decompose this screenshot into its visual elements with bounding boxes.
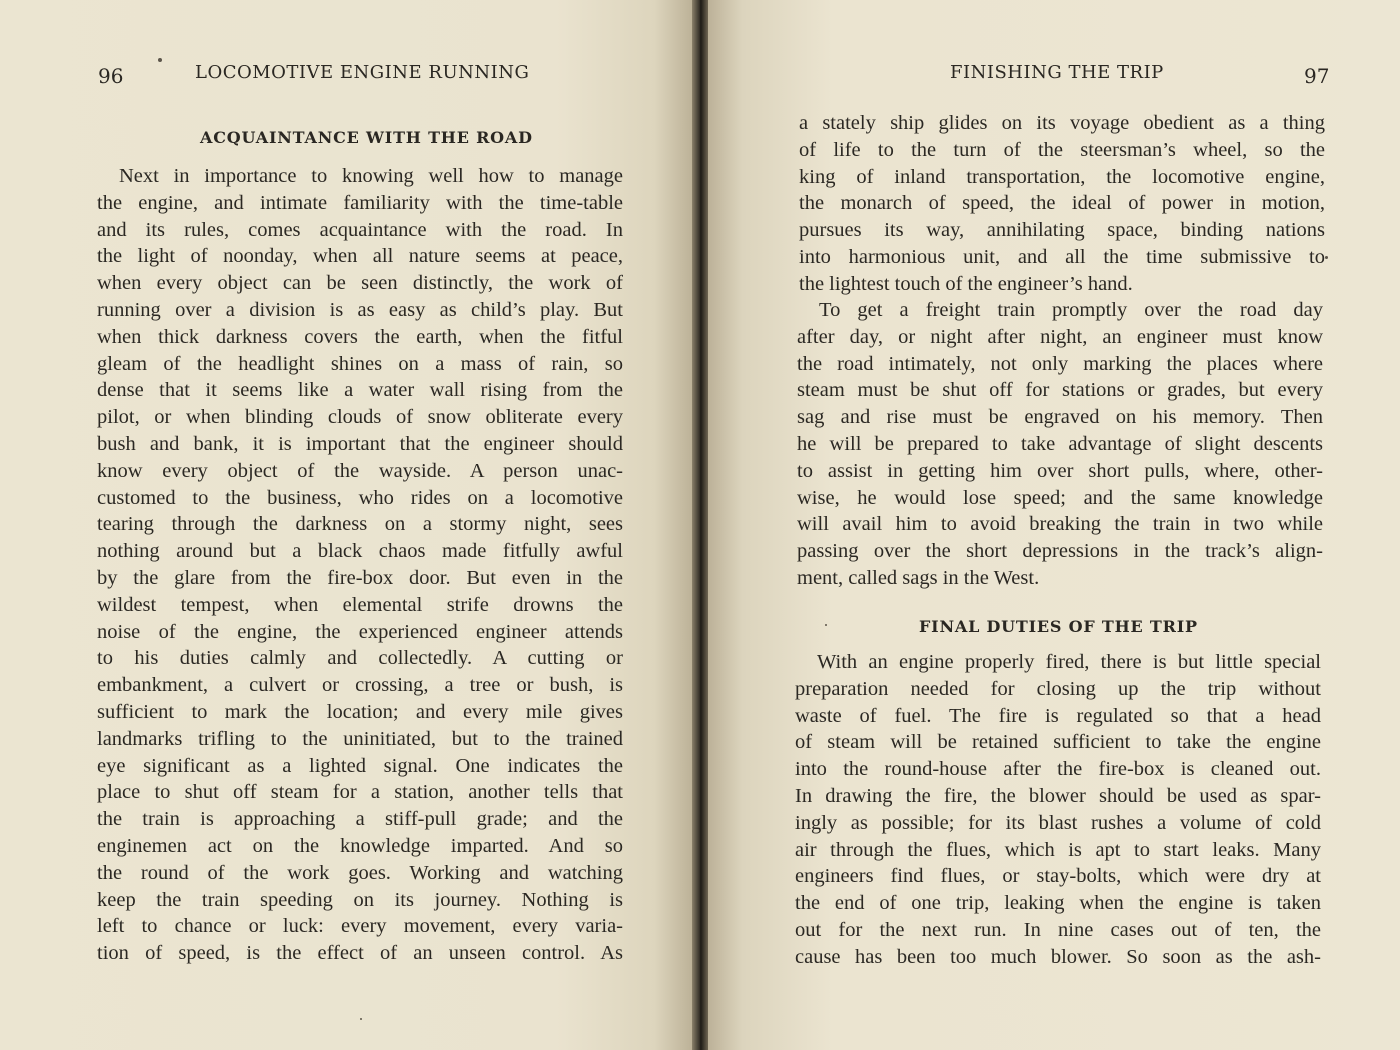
right-paragraph-1 xyxy=(799,110,1325,298)
text-line: pursues its way, annihilating space, binding nations xyxy=(799,219,1325,242)
text-line: king of inland transportation, the locomotive engine, xyxy=(799,165,1325,188)
text-line: know every object of the wayside. A person unac- xyxy=(97,459,623,482)
left-page-number: 96 xyxy=(98,64,124,88)
right-page xyxy=(708,0,1400,1050)
text-line: enginemen act on the knowledge imparted. And so xyxy=(97,834,623,857)
left-running-head: LOCOMOTIVE ENGINE RUNNING xyxy=(195,62,530,83)
right-section-heading: FINAL DUTIES OF THE TRIP xyxy=(919,617,1198,636)
ink-speck xyxy=(825,624,827,626)
text-line: by the glare from the fire-box door. But even in the xyxy=(97,566,623,589)
text-line: a stately ship glides on its voyage obedient as a thing xyxy=(799,112,1325,134)
text-line: bush and bank, it is important that the engineer should xyxy=(97,432,623,455)
text-line: eye significant as a lighted signal. One indicates the xyxy=(97,754,623,777)
text-line: when thick darkness covers the earth, when the fitful xyxy=(97,325,623,348)
text-line: To get a freight train promptly over the road day xyxy=(819,299,1323,321)
text-line: gleam of the headlight shines on a mass of rain, so xyxy=(97,352,623,375)
text-line: after day, or night after night, an engineer must know xyxy=(797,325,1323,348)
text-line: ment, called sags in the West. xyxy=(797,566,1040,589)
text-line: to his duties calmly and collectedly. A cutting or xyxy=(97,647,623,670)
right-paragraph-3 xyxy=(795,649,1321,971)
text-line: In drawing the fire, the blower should be used as spar- xyxy=(795,784,1321,807)
text-line: tearing through the darkness on a stormy night, sees xyxy=(97,513,623,536)
text-line: Next in importance to knowing well how to manage xyxy=(119,165,623,187)
text-line: of life to the turn of the steersman’s wheel, so the xyxy=(799,138,1325,161)
text-line: customed to the business, who rides on a locomotive xyxy=(97,486,623,509)
text-line: the road intimately, not only marking the places where xyxy=(797,352,1323,375)
text-line: passing over the short depressions in the track’s align- xyxy=(797,540,1323,563)
text-line: and its rules, comes acquaintance with the road. In xyxy=(97,218,623,241)
text-line: waste of fuel. The fire is regulated so that a head xyxy=(795,704,1321,727)
right-running-head: FINISHING THE TRIP xyxy=(950,62,1164,83)
text-line: will avail him to avoid breaking the train in two while xyxy=(797,513,1323,536)
text-line: sag and rise must be engraved on his memory. Then xyxy=(797,406,1323,429)
left-body-text xyxy=(97,163,623,967)
text-line: pilot, or when blinding clouds of snow obliterate every xyxy=(97,406,623,429)
text-line: ingly as possible; for its blast rushes a volume of cold xyxy=(795,811,1321,834)
text-line: landmarks trifling to the uninitiated, but to the trained xyxy=(97,727,623,750)
text-line: steam must be shut off for stations or grades, but every xyxy=(797,379,1323,402)
text-line: engineers find flues, or stay-bolts, which were dry at xyxy=(795,865,1321,888)
text-line: embankment, a culvert or crossing, a tree or bush, is xyxy=(97,674,623,697)
text-line: he will be prepared to take advantage of slight descents xyxy=(797,432,1323,455)
text-line: wildest tempest, when elemental strife drowns the xyxy=(97,593,623,616)
text-line: tion of speed, is the effect of an unseen control. As xyxy=(97,942,623,965)
book-gutter xyxy=(692,0,708,1050)
text-line: of steam will be retained sufficient to take the engine xyxy=(795,731,1321,754)
text-line: sufficient to mark the location; and every mile gives xyxy=(97,700,623,723)
text-line: the round of the work goes. Working and watching xyxy=(97,861,623,884)
text-line: With an engine properly fired, there is but little special xyxy=(817,651,1321,673)
text-line: the light of noonday, when all nature seems at peace, xyxy=(97,245,623,268)
ink-speck xyxy=(158,58,162,62)
text-line: dense that it seems like a water wall rising from the xyxy=(97,379,623,402)
text-line: running over a division is as easy as child’s play. But xyxy=(97,298,623,321)
text-line: cause has been too much blower. So soon as the ash- xyxy=(795,945,1321,968)
left-page xyxy=(0,0,696,1050)
text-line: the lightest touch of the engineer’s hand. xyxy=(799,272,1133,295)
text-line: the engine, and intimate familiarity with the time-table xyxy=(97,191,623,214)
text-line: nothing around but a black chaos made fitfully awful xyxy=(97,540,623,563)
text-line: to assist in getting him over short pulls, where, other- xyxy=(797,459,1323,482)
text-line: keep the train speeding on its journey. Nothing is xyxy=(97,888,623,911)
ink-speck xyxy=(360,1018,362,1020)
text-line: air through the flues, which is apt to start leaks. Many xyxy=(795,838,1321,861)
text-line: noise of the engine, the experienced engineer attends xyxy=(97,620,623,643)
text-line: into the round-house after the fire-box is cleaned out. xyxy=(795,758,1321,781)
text-line: out for the next run. In nine cases out of ten, the xyxy=(795,918,1321,941)
ink-speck xyxy=(1325,256,1328,259)
right-page-number: 97 xyxy=(1304,64,1330,88)
right-paragraph-2 xyxy=(797,297,1323,592)
text-line: into harmonious unit, and all the time submissive to xyxy=(799,245,1325,268)
text-line: the end of one trip, leaking when the engine is taken xyxy=(795,892,1321,915)
text-line: left to chance or luck: every movement, every varia- xyxy=(97,915,623,938)
text-line: the monarch of speed, the ideal of power in motion, xyxy=(799,192,1325,215)
text-line: place to shut off steam for a station, another tells that xyxy=(97,781,623,804)
left-section-heading: ACQUAINTANCE WITH THE ROAD xyxy=(200,128,533,147)
text-line: wise, he would lose speed; and the same knowledge xyxy=(797,486,1323,509)
text-line: when every object can be seen distinctly, the work of xyxy=(97,272,623,295)
text-line: preparation needed for closing up the trip without xyxy=(795,677,1321,700)
text-line: the train is approaching a stiff-pull grade; and the xyxy=(97,808,623,831)
